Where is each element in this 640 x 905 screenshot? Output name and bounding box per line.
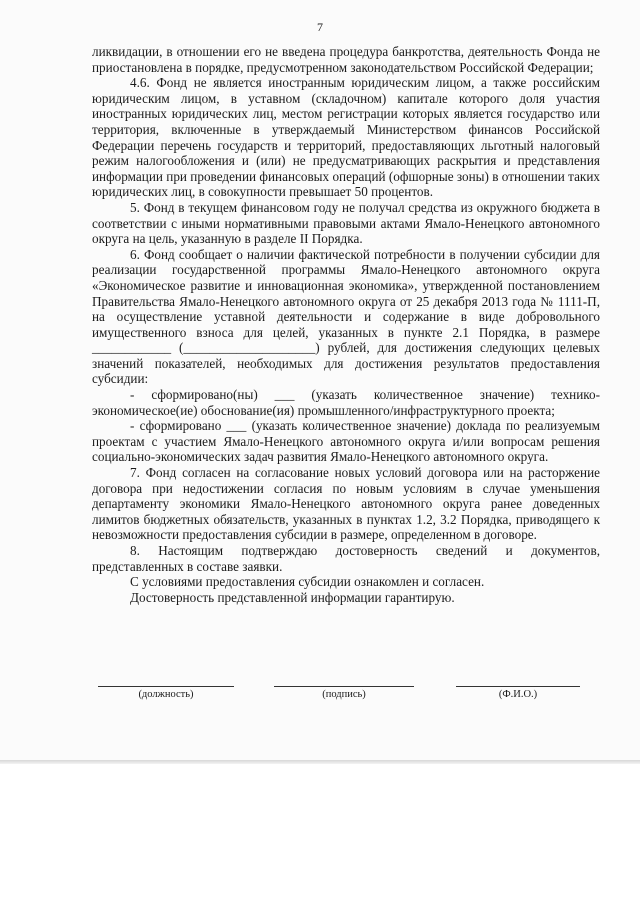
- signature-label: (подпись): [322, 689, 366, 700]
- page-number: 7: [317, 20, 323, 34]
- scan-bottom-edge: [0, 760, 640, 764]
- paragraph-agreement: С условиями предоставления субсидии ознакомлен и согласен.: [130, 574, 485, 590]
- document-body: [92, 44, 600, 605]
- paragraph-indicator-2: - сформировано ___ (указать количественное значение) доклада по реализуемым проектам с участием Ямало-Ненецкого автономного округа и/или вопросам решения социально-экономических задач развития Ямало-Ненецкого автономного округа.: [92, 418, 600, 465]
- position-label: (должность): [138, 689, 194, 700]
- signature-line: [274, 686, 414, 687]
- paragraph-8: 8. Настоящим подтверждаю достоверность сведений и документов, представленных в составе заявки.: [92, 543, 600, 574]
- paragraph-4-6: 4.6. Фонд не является иностранным юридическим лицом, а также российским юридическим лицом, в уставном (складочном) капитале которого доля участия иностранных юридических лиц, местом регистрации которых является государство или территория, включенные в утверждаемый Министерством финансов Российской Федерации перечень государств и территорий, предоставляющих льготный налоговый режим налогообложения и (или) не предусматривающих раскрытия и представления информации при проведении финансовых операций (офшорные зоны) в отношении таких юридических лиц, в совокупности превышает 50 процентов.: [92, 75, 600, 200]
- paragraph-guarantee: Достоверность представленной информации гарантирую.: [130, 589, 455, 605]
- paragraph-liquidation: ликвидации, в отношении его не введена процедура банкротства, деятельность Фонда не приостановлена в порядке, предусмотренном законодательством Российской Федерации;: [92, 44, 600, 75]
- paragraph-indicator-1: - сформировано(ны) ___ (указать количественное значение) технико-экономическое(ие) обоснование(ия) промышленного/инфраструктурного проекта;: [92, 387, 600, 418]
- paragraph-6: 6. Фонд сообщает о наличии фактической потребности в получении субсидии для реализации государственной программы Ямало-Ненецкого автономного округа «Экономическое развитие и инновационная экономика», утвержденной постановлением Правительства Ямало-Ненецкого автономного округа от 25 декабря 2013 года № 1111-П, на осуществление уставной деятельности и содержание в виде добровольного имущественного взноса для целей, указанных в пункте 2.1 Порядка, в размере ____________ (____________________) рублей, для достижения следующих целевых значений показателей, необходимых для достижения результатов предоставления субсидии:: [92, 246, 600, 387]
- signature-block: [92, 680, 592, 710]
- position-line: [98, 686, 234, 687]
- name-label: (Ф.И.О.): [498, 689, 538, 700]
- paragraph-5: 5. Фонд в текущем финансовом году не получал средства из окружного бюджета в соответствии с иными нормативными правовыми актами Ямало-Ненецкого автономного округа на цель, указанную в разделе II Порядка.: [92, 199, 600, 247]
- name-line: [456, 686, 580, 687]
- paragraph-7: 7. Фонд согласен на согласование новых условий договора или на расторжение договора при недостижении согласия по новым условиям в случае уменьшения департаменту экономики Ямало-Ненецкого автономного округа ранее доведенных лимитов бюджетных обязательств, указанных в пунктах 1.2, 3.2 Порядка, приводящего к невозможности предоставления субсидии в размере, определенном в договоре.: [92, 465, 600, 543]
